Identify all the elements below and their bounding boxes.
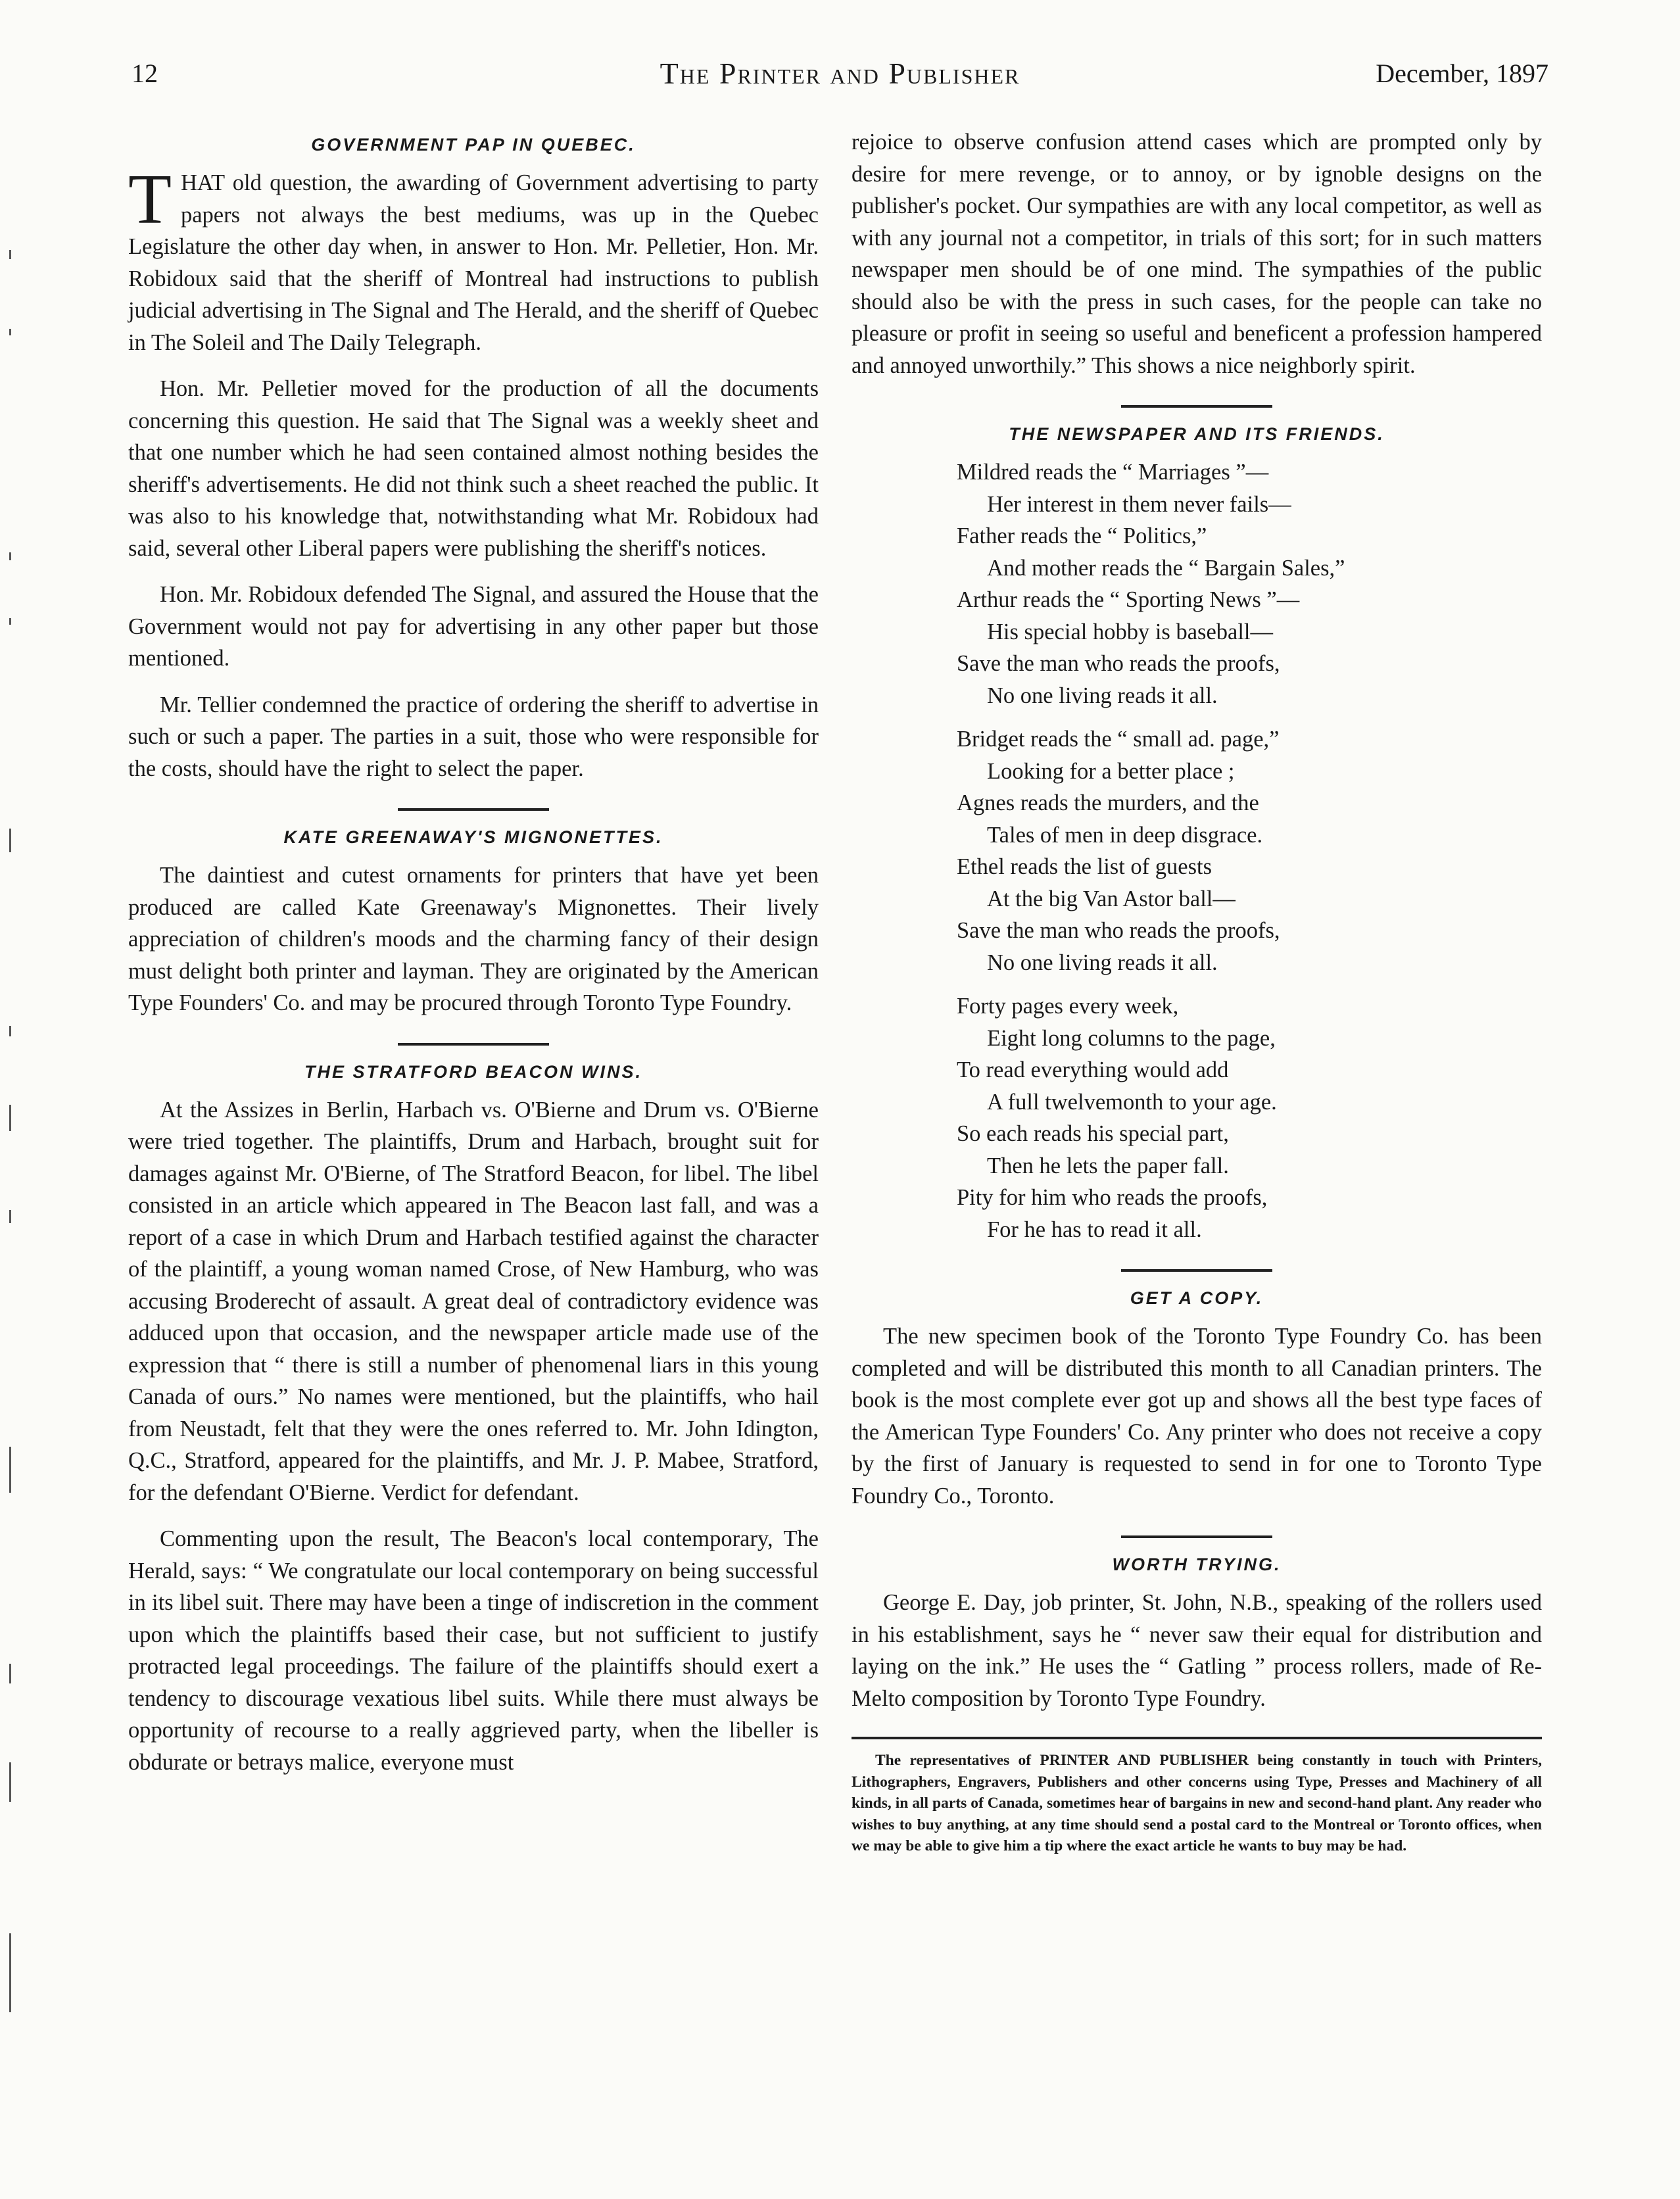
section-divider [1121, 1535, 1272, 1538]
poem-stanza [957, 456, 1542, 712]
article-heading: THE STRATFORD BEACON WINS. [304, 1061, 642, 1082]
poem-line: Forty pages every week, [957, 994, 1179, 1019]
poem-line: No one living reads it all. [987, 683, 1218, 708]
poem-line: Eight long columns to the page, [987, 1025, 1276, 1051]
poem-line: For he has to read it all. [987, 1217, 1202, 1242]
section-divider [398, 808, 549, 811]
poem-line: And mother reads the “ Bargain Sales,” [987, 555, 1345, 581]
poem-heading: THE NEWSPAPER AND ITS FRIENDS. [1009, 424, 1385, 444]
poem-line: Ethel reads the list of guests [957, 854, 1212, 879]
left-column [128, 126, 819, 1778]
article-paragraph: The new specimen book of the Toronto Type Foundry Co. has been completed and will be distributed this month to all Canadian printers. The book is the most complete ever got up and shows all the best type faces of the American Type Founders' Co. Any printer who does not receive a copy by the first of January is requested to send in for one to Toronto Type Foundry Co., Toronto. [852, 1324, 1542, 1509]
article-continuation: rejoice to observe confusion attend cases which are prompted only by desire for mere revenge, or to annoy, or by ignoble designs on the publisher's pocket. Our sympathies are with any local competitor, as well as with any journal not a competitor, in trials of this sort; for in such matters newspaper men should be of one mind. The sympathies of the public should also be with the press in such cases, for the people can take no pleasure or profit in seeing so useful and beneficent a profession hampered and annoyed unworthily.” This shows a nice neighborly spirit. [852, 130, 1542, 378]
article-paragraph: At the Assizes in Berlin, Harbach vs. O'Bierne and Drum vs. O'Bierne were tried together. The plaintiffs, Drum and Harbach, brought suit for damages against Mr. O'Bierne, of The Stratford Beacon, for libel. The libel consisted in an article which appeared in The Beacon last fall, and was a report of a case in which Drum and Harbach testified against the character of the plaintiff, a young woman named Crose, of New Hamburg, who was accusing Broderecht of assault. A great deal of contradictory evidence was adduced upon that occasion, and the newspaper article made use of the expression that “ there is still a number of phenomenal liars in this young Canada of ours.” No names were mentioned, but the plaintiffs, who hail from Neustadt, felt that they were the ones referred to. Mr. John Idington, Q.C., Stratford, appeared for the plaintiffs, and Mr. J. P. Mabee, Stratford, for the defendant O'Bierne. Verdict for defendant. [128, 1097, 819, 1505]
article-heading: GOVERNMENT PAP IN QUEBEC. [311, 135, 636, 155]
section-divider [398, 1043, 549, 1046]
poem-line: Arthur reads the “ Sporting News ”— [957, 587, 1300, 612]
article-paragraph: The daintiest and cutest ornaments for printers that have yet been produced are called Kate Greenaway's Mignonettes. Their lively appreciation of children's moods and the charming fancy of their design must delight both printer and layman. They are originated by the American Type Founders' Co. and may be procured through Toronto Type Foundry. [128, 863, 819, 1015]
section-divider [1121, 405, 1272, 408]
article-paragraph: George E. Day, job printer, St. John, N.B., speaking of the rollers used in his establishment, says he “ never saw their equal for distribution and laying on the ink.” He uses the “ Gatling ” process rollers, made of Re-Melto composition by Toronto Type Foundry. [852, 1590, 1542, 1711]
poem-line: Her interest in them never fails— [987, 491, 1291, 517]
poem-line: Save the man who reads the proofs, [957, 918, 1280, 943]
poem-line: Save the man who reads the proofs, [957, 651, 1280, 676]
poem-stanza [957, 723, 1542, 979]
article-worth-trying [852, 1551, 1542, 1714]
poem-line: His special hobby is baseball— [987, 619, 1274, 644]
poem-stanza [957, 990, 1542, 1245]
issue-date: December, 1897 [1376, 59, 1548, 88]
poem-line: Bridget reads the “ small ad. page,” [957, 727, 1280, 752]
poem-newspaper-friends [852, 421, 1542, 1245]
journal-title: The Printer and Publisher [660, 57, 1020, 90]
article-heading: WORTH TRYING. [1112, 1555, 1282, 1574]
poem-line: Then he lets the paper fall. [987, 1153, 1229, 1178]
poem-line: Tales of men in deep disgrace. [987, 822, 1263, 848]
poem-line: A full twelvemonth to your age. [987, 1089, 1277, 1115]
poem-line: No one living reads it all. [987, 950, 1218, 975]
drop-cap: T [128, 160, 172, 239]
article-government-pap [128, 132, 819, 785]
poem-line: Looking for a better place ; [987, 758, 1235, 784]
poem-line: Mildred reads the “ Marriages ”— [957, 460, 1269, 485]
article-paragraph: THAT old question, the awarding of Government advertising to party papers not always the best mediums, was up in the Quebec Legislature the other day when, in answer to Hon. Mr. Pelletier, Hon. Mr. Robidoux said that the sheriff of Montreal had instructions to publish judicial advertising in The Signal and The Herald, and the sheriff of Quebec in The Soleil and The Daily Telegraph. [128, 160, 819, 355]
article-heading: KATE GREENAWAY'S MIGNONETTES. [283, 827, 663, 847]
article-get-a-copy [852, 1285, 1542, 1512]
poem-line: Father reads the “ Politics,” [957, 523, 1207, 548]
article-paragraph: Commenting upon the result, The Beacon's local contemporary, The Herald, says: “ We congratulate our local contemporary on being successful in its libel suit. There may have been a tinge of indiscretion in the comment upon which the plaintiffs based their case, but not sufficient to justify protracted legal proceedings. The failure of the plaintiffs should exert a tendency to discourage vexatious libel suits. While there must always be opportunity of recourse to a really aggrieved party, when the libeller is obdurate or betrays malice, everyone must [128, 1526, 819, 1775]
right-column [852, 126, 1542, 1857]
poem-body [957, 456, 1542, 1245]
poem-line: Pity for him who reads the proofs, [957, 1185, 1268, 1210]
article-stratford-beacon [128, 1059, 819, 1779]
article-paragraph: Hon. Mr. Pelletier moved for the production of all the documents concerning this question. He said that The Signal was a weekly sheet and that one number which he had seen contained almost nothing besides the sheriff's advertisements. He did not think such a sheet reached the public. It was also to his knowledge that, notwithstanding what Mr. Robidoux had said, several other Liberal papers were publishing the sheriff's notices. [128, 376, 819, 561]
section-divider [1121, 1269, 1272, 1272]
poem-line: At the big Van Astor ball— [987, 886, 1236, 911]
article-paragraph: Hon. Mr. Robidoux defended The Signal, and assured the House that the Government would not pay for advertising in any other paper but those mentioned. [128, 582, 819, 671]
scan-margin-marks [4, 250, 17, 2025]
representatives-notice: The representatives of PRINTER AND PUBLISHER being constantly in touch with Printers, Lithographers, Engravers, Publishers and other concerns using Type, Presses and Machinery of all kinds, in all parts of Canada, sometimes hear of bargains in new and second-hand plant. Any reader who wishes to buy anything, at any time should send a postal card to the Montreal or Toronto offices, when we may be able to give him a tip where the exact article he wants to buy may be had. [852, 1752, 1542, 1854]
notice-divider [852, 1737, 1542, 1739]
article-paragraph: Mr. Tellier condemned the practice of ordering the sheriff to advertise in such or such a paper. The parties in a suit, those who were responsible for the costs, should have the right to select the paper. [128, 692, 819, 781]
article-mignonettes [128, 824, 819, 1019]
poem-line: So each reads his special part, [957, 1121, 1229, 1146]
poem-line: Agnes reads the murders, and the [957, 790, 1259, 815]
article-heading: GET A COPY. [1130, 1288, 1264, 1308]
running-head [132, 54, 1548, 93]
poem-line: To read everything would add [957, 1057, 1229, 1082]
page-number: 12 [132, 59, 158, 88]
